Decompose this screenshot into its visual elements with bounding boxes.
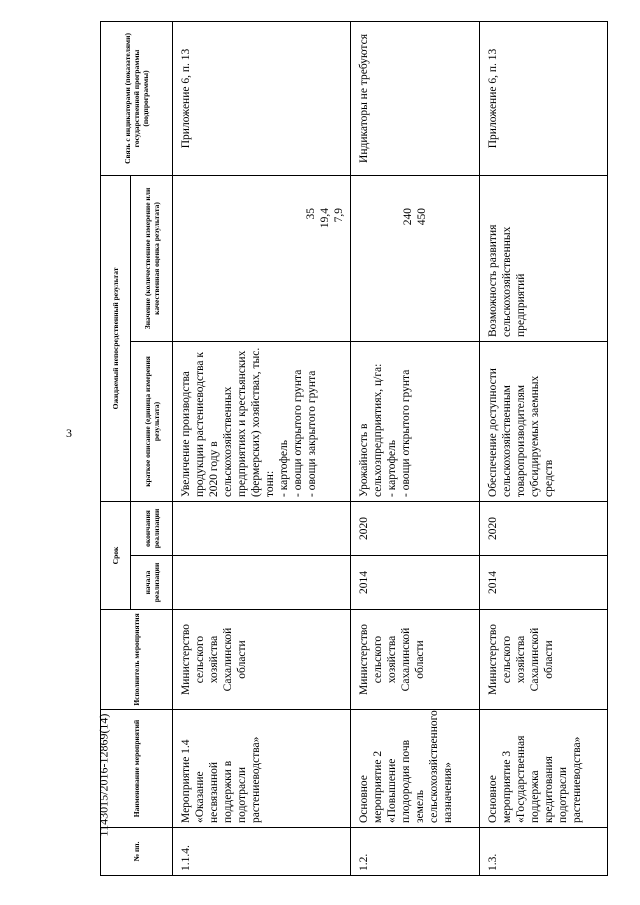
page-number: 3 bbox=[66, 426, 72, 440]
result-desc-line: Урожайность в сельхозпредприятиях, ц/га: bbox=[358, 363, 385, 497]
result-desc-line: Обеспечение доступности сельскохозяйственным товаропроизводителям субсидируемых заемных средств bbox=[486, 368, 555, 497]
measures-table bbox=[100, 21, 608, 876]
table-container bbox=[100, 22, 608, 876]
row-start: 2014 bbox=[351, 556, 479, 610]
row-result-desc bbox=[351, 341, 479, 501]
row-start: 2014 bbox=[479, 556, 607, 610]
row-num: 1.1.4. bbox=[173, 828, 351, 876]
result-desc-line: - картофель bbox=[278, 440, 290, 497]
table-row bbox=[173, 21, 351, 875]
row-end: 2020 bbox=[351, 501, 479, 555]
row-result-desc bbox=[479, 341, 607, 501]
row-link: Приложение 6, п. 13 bbox=[173, 21, 351, 175]
row-name: Мероприятие 1.4 «Оказание несвязанной поддержки в подотрасли растениеводства» bbox=[173, 710, 351, 828]
result-desc-line: - картофель bbox=[386, 440, 399, 497]
result-value: 19,4 bbox=[319, 207, 332, 229]
row-result-desc bbox=[173, 341, 351, 501]
header-term-end: окончания реализации bbox=[131, 501, 173, 555]
row-end bbox=[173, 501, 351, 555]
row-link: Индикаторы не требуются bbox=[351, 21, 479, 175]
header-name: Наименование мероприятий bbox=[101, 710, 173, 828]
row-name: Основное мероприятие 3 «Государственная поддержка кредитования подотрасли растениеводства» bbox=[479, 710, 607, 828]
row-link: Приложение 6, п. 13 bbox=[479, 21, 607, 175]
header-executor: Исполнитель мероприятия bbox=[101, 610, 173, 710]
document-code: 1143015/2016-12869(14) bbox=[96, 713, 111, 837]
header-term-start: начала реализации bbox=[131, 556, 173, 610]
result-desc-line: Увеличение производства продукции растениеводства к 2020 году в сельскохозяйственных предприятиях и крестьянских (фермерских) хозяйствах, тыс. тонн: bbox=[180, 347, 276, 497]
row-result-values: Возможность развития сельскохозяйственных предприятий bbox=[479, 175, 607, 341]
row-executor: Министерство сельского хозяйства Сахалинской области bbox=[479, 610, 607, 710]
result-desc-line: - овощи открытого грунта bbox=[292, 369, 304, 497]
row-start bbox=[173, 556, 351, 610]
result-value: 450 bbox=[415, 207, 428, 226]
header-term: Срок bbox=[101, 501, 131, 609]
header-link: Связь с индикаторами (показателями) государственной программы (подпрограммы) bbox=[101, 21, 173, 175]
result-value: 7,9 bbox=[333, 207, 346, 223]
table-row bbox=[479, 21, 607, 875]
result-desc-line: - овощи открытого грунта bbox=[400, 369, 413, 497]
row-result-values bbox=[351, 175, 479, 341]
row-name: Основное мероприятие 2 «Повышение плодородия почв земель сельскохозяйственного назначения» bbox=[351, 710, 479, 828]
row-num: 1.2. bbox=[351, 828, 479, 876]
header-num: № пп. bbox=[101, 828, 173, 876]
result-value: 240 bbox=[401, 207, 414, 226]
header-result: Ожидаемый непосредственный результат bbox=[101, 175, 131, 501]
row-num: 1.3. bbox=[479, 828, 607, 876]
row-executor: Министерство сельского хозяйства Сахалинской области bbox=[173, 610, 351, 710]
row-result-values bbox=[173, 175, 351, 341]
row-executor: Министерство сельского хозяйства Сахалинской области bbox=[351, 610, 479, 710]
row-end: 2020 bbox=[479, 501, 607, 555]
result-desc-line: - овощи закрытого грунта bbox=[306, 370, 318, 497]
result-value: 35 bbox=[305, 207, 318, 220]
header-result-value: Значение (количественное измерение или качественная оценка результата) bbox=[131, 175, 173, 341]
header-result-desc: краткое описание (единица измерения результата) bbox=[131, 341, 173, 501]
table-row bbox=[351, 21, 479, 875]
